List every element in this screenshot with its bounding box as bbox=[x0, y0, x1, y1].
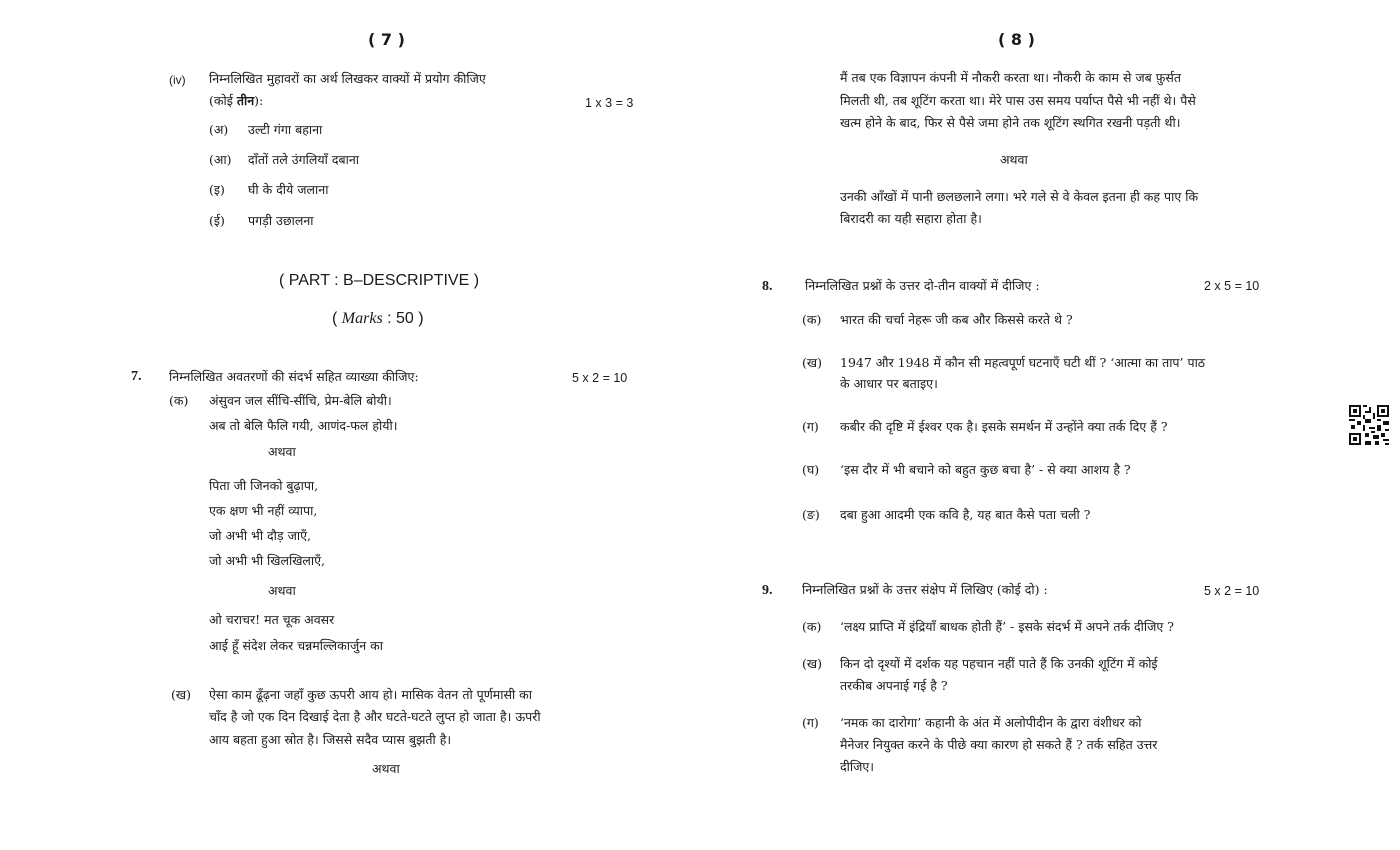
prose-line: आय बहता हुआ स्रोत है। जिससे सदैव प्यास बुझती है। bbox=[209, 732, 452, 747]
or-separator: अथवा bbox=[268, 444, 296, 459]
sub-label: (क) bbox=[802, 312, 822, 327]
prose-line: मिलती थी, तब शूटिंग करता था। मेरे पास उस समय पर्याप्त पैसे भी नहीं थे। पैसे bbox=[840, 93, 1196, 108]
page-number-right: ( 8 ) bbox=[998, 30, 1035, 49]
or-separator: अथवा bbox=[268, 583, 296, 598]
question-8-prompt: निम्नलिखित प्रश्नों के उत्तर दो-तीन वाक्यों में दीजिए : bbox=[805, 278, 1040, 293]
sub-label-kha: (ख) bbox=[171, 687, 191, 702]
page-number-left: ( 7 ) bbox=[368, 30, 405, 49]
verse-line: अंसुवन जल सींचि-सींचि, प्रेम-बेलि बोयी। bbox=[209, 393, 392, 408]
marks-label: Marks bbox=[341, 310, 383, 327]
sub-label: (ख) bbox=[802, 355, 822, 370]
question-line: किन दो दृश्यों में दर्शक यह पहचान नहीं पाते हैं कि उनकी शूटिंग में कोई bbox=[840, 656, 1158, 671]
sub-label: (घ) bbox=[802, 462, 820, 477]
prose-line: खत्म होने के बाद, फिर से पैसे जमा होने तक शूटिंग स्थगित रखनी पड़ती थी। bbox=[840, 115, 1181, 130]
option-label: (ई) bbox=[209, 213, 225, 228]
question-line: 1947 और 1948 में कौन सी महत्वपूर्ण घटनाएँ घटी थीं ? ‘आत्मा का ताप’ पाठ bbox=[840, 355, 1206, 370]
verse-line: जो अभी भी दौड़ जाएँ, bbox=[209, 528, 311, 543]
question-7-prompt: निम्नलिखित अवतरणों की संदर्भ सहित व्याख्या कीजिए: bbox=[169, 369, 419, 384]
question-number-8: 8. bbox=[762, 279, 773, 294]
question-iv-marks: 1 x 3 = 3 bbox=[585, 96, 634, 110]
question-number-7: 7. bbox=[131, 369, 142, 384]
marks-value: : 50 ) bbox=[382, 310, 424, 327]
question-line: दीजिए। bbox=[840, 759, 875, 774]
question-iv-choice bbox=[209, 95, 263, 108]
choice-prefix: (कोई bbox=[209, 93, 237, 108]
choice-count: तीन bbox=[236, 93, 255, 108]
question-8-marks: 2 x 5 = 10 bbox=[1204, 279, 1260, 293]
prose-line: मैं तब एक विज्ञापन कंपनी में नौकरी करता था। नौकरी के काम से जब फ़ुर्सत bbox=[840, 70, 1181, 85]
question-number-9: 9. bbox=[762, 583, 773, 598]
marks-open: ( bbox=[332, 310, 342, 327]
question-line: के आधार पर बताइए। bbox=[840, 376, 938, 391]
verse-line: ओ चराचर! मत चूक अवसर bbox=[209, 612, 335, 627]
qr-code-icon bbox=[1349, 405, 1389, 445]
option-text: दाँतों तले उंगलियाँ दबाना bbox=[248, 152, 360, 167]
sub-label: (ग) bbox=[802, 419, 819, 434]
sub-label: (ग) bbox=[802, 715, 819, 730]
verse-line: आई हूँ संदेश लेकर चन्नमल्लिकार्जुन का bbox=[209, 638, 383, 653]
question-line: ‘इस दौर में भी बचाने को बहुत कुछ बचा है’ - से क्या आशय है ? bbox=[840, 462, 1131, 477]
question-line: दबा हुआ आदमी एक कवि है, यह बात कैसे पता चली ? bbox=[840, 507, 1091, 522]
question-7-marks: 5 x 2 = 10 bbox=[572, 371, 628, 385]
question-label-iv: (iv) bbox=[169, 73, 186, 87]
part-heading: ( PART : B–DESCRIPTIVE ) bbox=[279, 272, 480, 289]
option-text: उल्टी गंगा बहाना bbox=[248, 122, 323, 137]
verse-line: जो अभी भी खिलखिलाएँ, bbox=[209, 553, 326, 568]
sub-label: (ङ) bbox=[802, 507, 820, 522]
prose-line: ऐसा काम ढूँढ़ना जहाँ कुछ ऊपरी आय हो। मासिक वेतन तो पूर्णमासी का bbox=[209, 687, 533, 702]
question-line: मैनेजर नियुक्त करने के पीछे क्या कारण हो सकते हैं ? तर्क सहित उत्तर bbox=[840, 737, 1158, 752]
sub-label-ka: (क) bbox=[169, 393, 189, 408]
option-label: (इ) bbox=[209, 182, 225, 197]
total-marks bbox=[332, 311, 424, 327]
option-text: घी के दीये जलाना bbox=[248, 182, 329, 197]
verse-line: पिता जी जिनको बुढ़ापा, bbox=[209, 478, 319, 493]
verse-line: एक क्षण भी नहीं व्यापा, bbox=[209, 503, 318, 518]
question-line: ‘लक्ष्य प्राप्ति में इंद्रियाँ बाधक होती हैं’ - इसके संदर्भ में अपने तर्क दीजिए ? bbox=[840, 619, 1175, 634]
prose-line: बिरादरी का यही सहारा होता है। bbox=[840, 211, 982, 226]
question-9-marks: 5 x 2 = 10 bbox=[1204, 584, 1260, 598]
option-text: पगड़ी उछालना bbox=[248, 213, 314, 228]
choice-suffix: ): bbox=[254, 93, 264, 108]
verse-line: अब तो बेलि फैलि गयी, आणंद-फल होयी। bbox=[209, 418, 398, 433]
question-line: भारत की चर्चा नेहरू जी कब और किससे करते थे ? bbox=[840, 312, 1073, 327]
or-separator: अथवा bbox=[372, 761, 400, 776]
or-separator: अथवा bbox=[1000, 152, 1028, 167]
question-9-prompt: निम्नलिखित प्रश्नों के उत्तर संक्षेप में लिखिए (कोई दो) : bbox=[802, 582, 1048, 597]
question-iv-prompt: निम्नलिखित मुहावरों का अर्थ लिखकर वाक्यों में प्रयोग कीजिए bbox=[209, 71, 486, 86]
question-line: ‘नमक का दारोगा’ कहानी के अंत में अलोपीदीन के द्वारा वंशीधर को bbox=[840, 715, 1142, 730]
question-line: कबीर की दृष्टि में ईश्वर एक है। इसके समर्थन में उन्होंने क्या तर्क दिए हैं ? bbox=[840, 419, 1168, 434]
option-label: (आ) bbox=[209, 152, 232, 167]
prose-line: चाँद है जो एक दिन दिखाई देता है और घटते-घटते लुप्त हो जाता है। ऊपरी bbox=[209, 709, 541, 724]
sub-label: (क) bbox=[802, 619, 822, 634]
prose-line: उनकी आँखों में पानी छलछलाने लगा। भरे गले से वे केवल इतना ही कह पाए कि bbox=[840, 189, 1199, 204]
sub-label: (ख) bbox=[802, 656, 822, 671]
question-line: तरकीब अपनाई गई है ? bbox=[840, 678, 948, 693]
option-label: (अ) bbox=[209, 122, 229, 137]
